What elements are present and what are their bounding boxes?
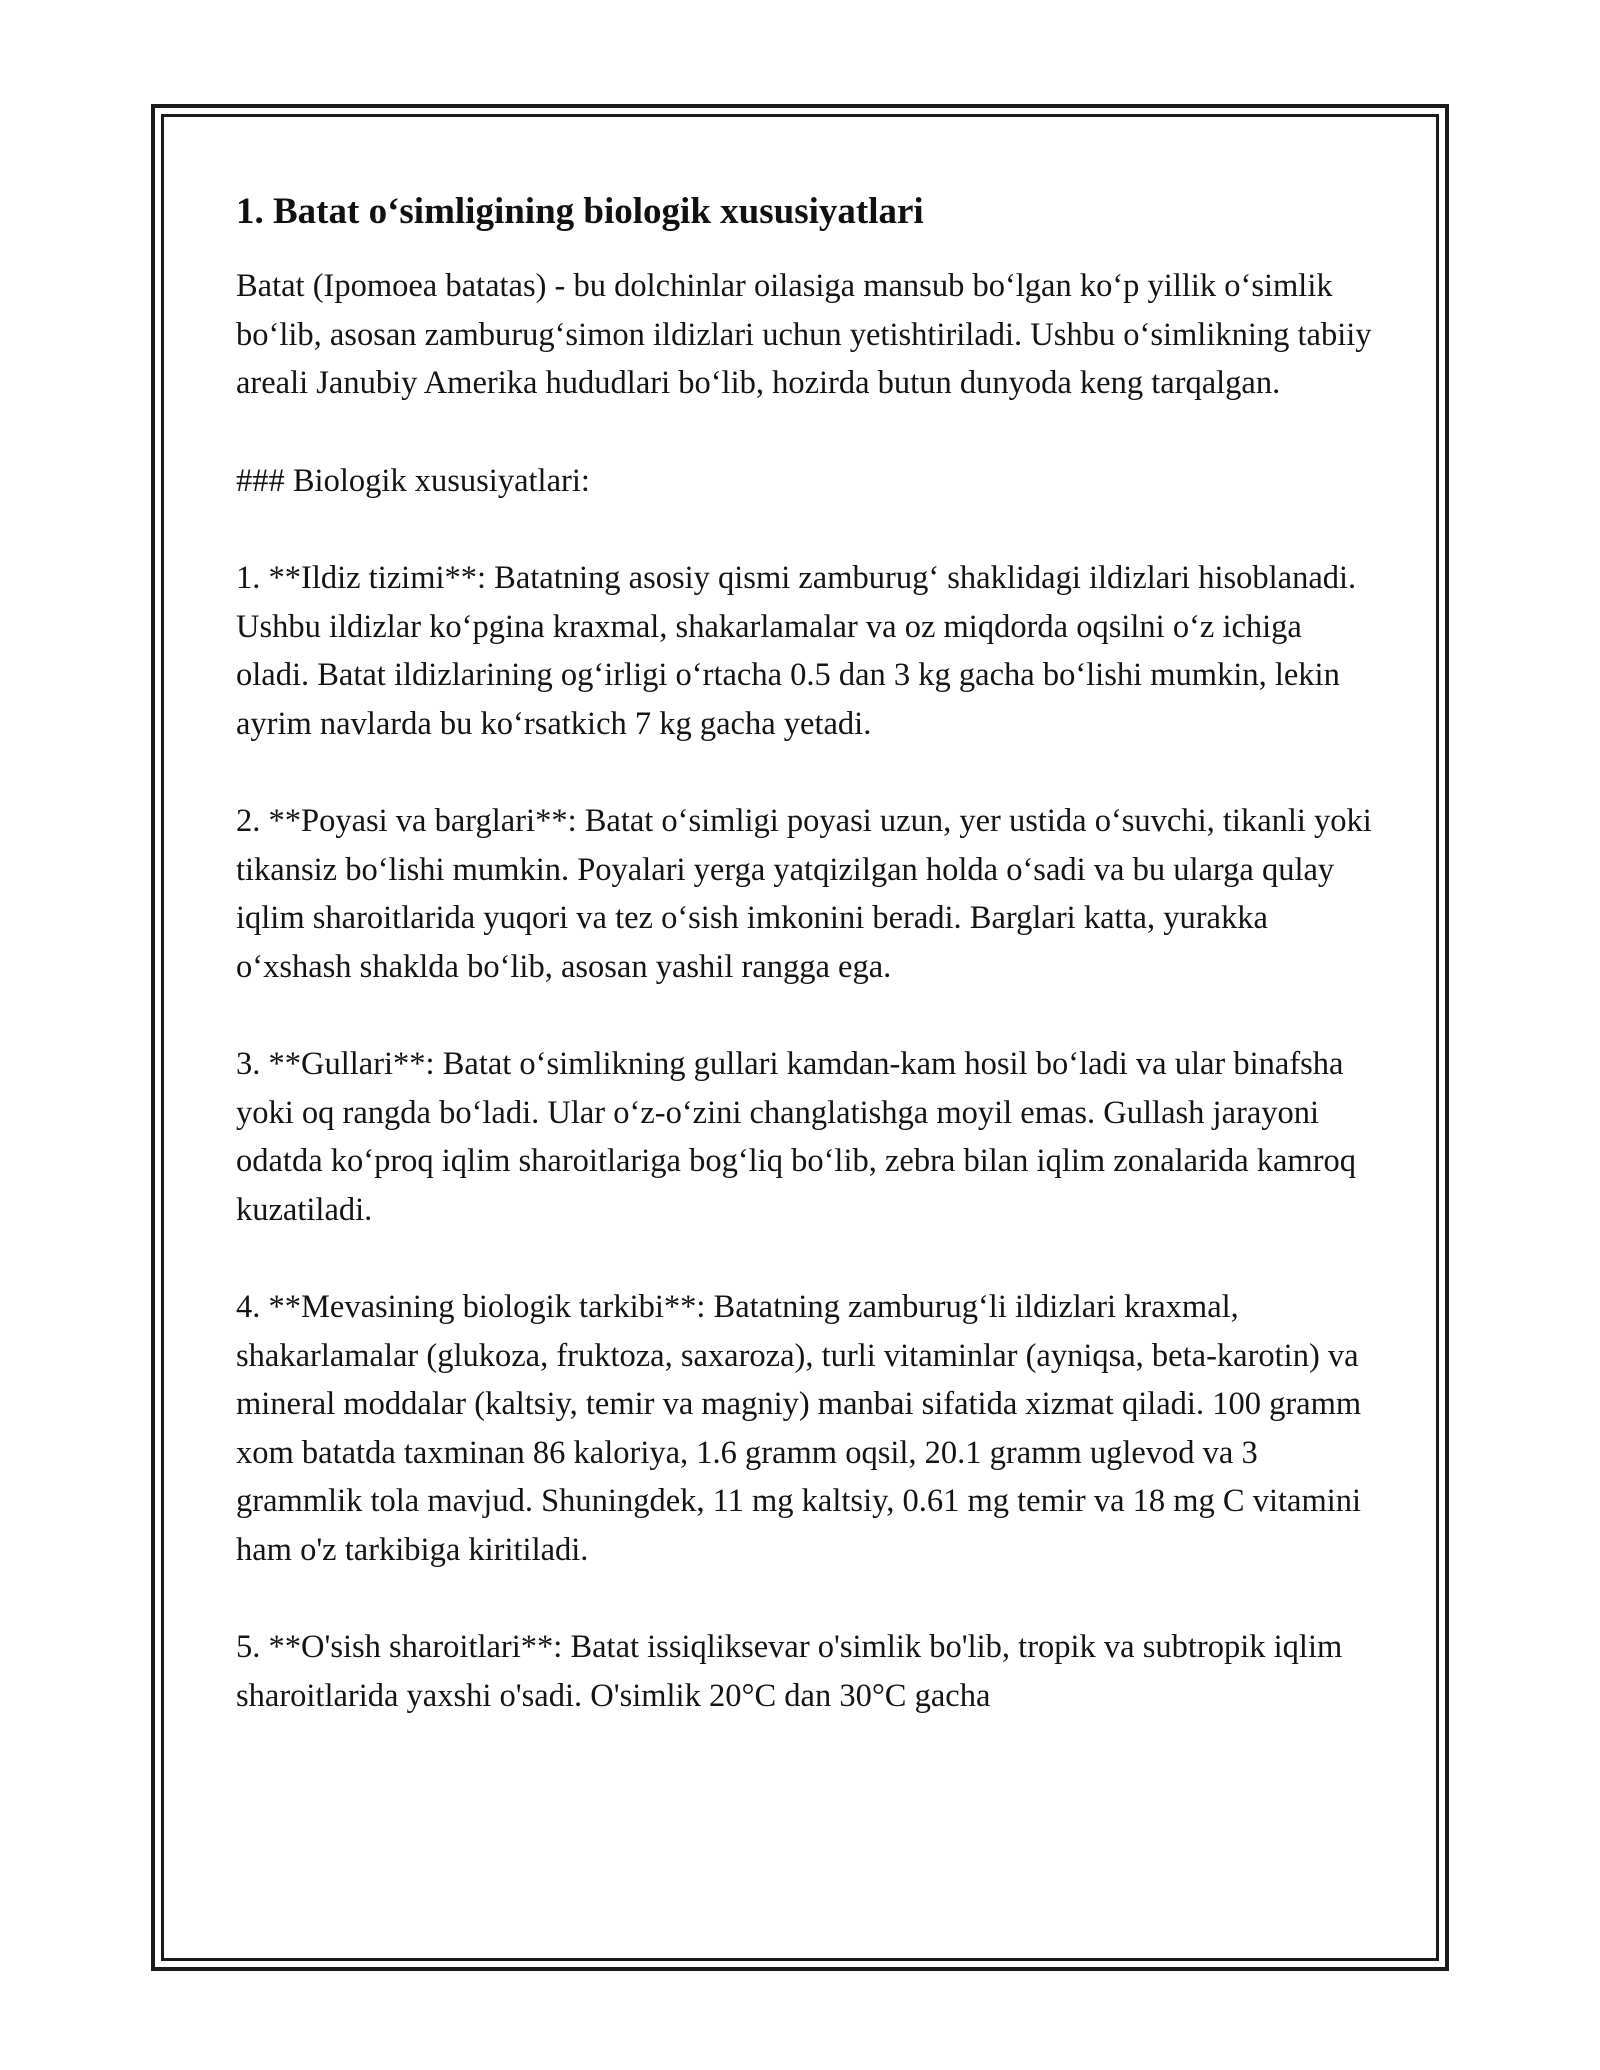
paragraph-flowers: 3. **Gullari**: Batat o‘simlikning gullari kamdan-kam hosil bo‘ladi va ular binafsha yoki oq rangda bo‘ladi. Ular o‘z-o‘zini changlatishga moyil emas. Gullash jarayoni odatda ko‘proq iqlim sharoitlariga bog‘liq bo‘lib, zebra bilan iqlim zonalarida kamroq kuzatiladi. [236,1046,1357,1228]
paragraph-subheading: ### Biologik xususiyatlari: [236,462,590,499]
document-title: 1. Batat o‘simligining biologik xususiyatlari [236,191,924,232]
paragraph-composition: 4. **Mevasining biologik tarkibi**: Batatning zamburug‘li ildizlari kraxmal, shakarlamalar (glukoza, fruktoza, saxaroza), turli vitaminlar (ayniqsa, beta-karotin) va mineral moddalar (kaltsiy, temir va magniy) manbai sifatida xizmat qiladi. 100 gramm xom batatda taxminan 86 kaloriya, 1.6 gramm oqsil, 20.1 gramm uglevod va 3 grammlik tola mavjud. Shuningdek, 11 mg kaltsiy, 0.61 mg temir va 18 mg C vitamini ham o'z tarkibiga kiritiladi. [236,1289,1362,1568]
paragraph-intro: Batat (Ipomoea batatas) - bu dolchinlar oilasiga mansub bo‘lgan ko‘p yillik o‘simlik bo‘lib, asosan zamburug‘simon ildizlari uchun yetishtiriladi. Ushbu o‘simlikning tabiiy areali Janubiy Amerika hududlari bo‘lib, hozirda butun dunyoda keng tarqalgan. [236,268,1372,401]
paragraph-stem-leaves: 2. **Poyasi va barglari**: Batat o‘simligi poyasi uzun, yer ustida o‘suvchi, tikanli yoki tikansiz bo‘lishi mumkin. Poyalari yerga yatqizilgan holda o‘sadi va bu ularga qulay iqlim sharoitlarida yuqori va tez o‘sish imkonini beradi. Barglari katta, yurakka o‘xshash shaklda bo‘lib, asosan yashil rangga ega. [236,803,1372,985]
paragraph-root-system: 1. **Ildiz tizimi**: Batatning asosiy qismi zamburug‘ shaklidagi ildizlari hisoblanadi. Ushbu ildizlar ko‘pgina kraxmal, shakarlamalar va oz miqdorda oqsilni o‘z ichiga oladi. Batat ildizlarining og‘irligi o‘rtacha 0.5 dan 3 kg gacha bo‘lishi mumkin, lekin ayrim navlarda bu ko‘rsatkich 7 kg gacha yetadi. [236,560,1357,742]
document-body [236,180,1376,1769]
paragraph-growing-conditions: 5. **O'sish sharoitlari**: Batat issiqliksevar o'simlik bo'lib, tropik va subtropik iqlim sharoitlarida yaxshi o'sadi. O'simlik 20°C dan 30°C gacha [236,1629,1343,1714]
